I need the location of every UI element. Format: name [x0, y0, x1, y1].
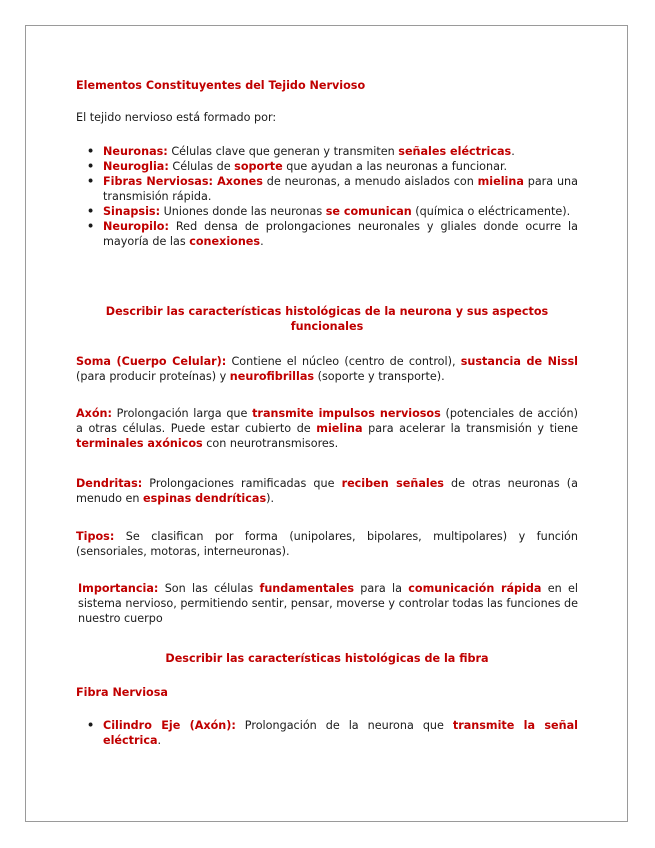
constituents-list [76, 144, 578, 249]
paragraph-soma: Soma (Cuerpo Celular): Contiene el núcleo (centro de control), sustancia de Nissl (para producir proteínas) y neurofibrillas (soporte y transporte). [76, 355, 578, 383]
list-item: • Neuronas: Células clave que generan y transmiten señales eléctricas. [76, 144, 578, 159]
paragraph-dendritas: Dendritas: Prolongaciones ramificadas que reciben señales de otras neuronas (a menudo en espinas dendríticas). [76, 477, 578, 505]
heading-fibra: Describir las características histológicas de la fibra [165, 652, 489, 665]
list-item: • Cilindro Eje (Axón): Prolongación de la neurona que transmite la señal eléctrica. [76, 718, 578, 748]
heading-neurona: Describir las características histológicas de la neurona y sus aspectos funcionales [105, 305, 549, 333]
heading-fibra-nerviosa: Fibra Nerviosa [76, 686, 168, 699]
list-item: • Neuropilo: Red densa de prolongaciones neuronales y gliales donde ocurre la mayoría de las conexiones. [76, 219, 578, 249]
list-item: • Sinapsis: Uniones donde las neuronas se comunican (química o eléctricamente). [76, 204, 578, 219]
heading-elementos: Elementos Constituyentes del Tejido Nervioso [76, 79, 366, 92]
paragraph-tipos: Tipos: Se clasifican por forma (unipolares, bipolares, multipolares) y función (sensoriales, motoras, interneuronas). [76, 530, 578, 558]
list-item: • Fibras Nerviosas: Axones de neuronas, a menudo aislados con mielina para una transmisión rápida. [76, 174, 578, 204]
fibra-list [76, 718, 578, 748]
document-page [25, 25, 628, 822]
paragraph-importancia: Importancia: Son las células fundamentales para la comunicación rápida en el sistema nervioso, permitiendo sentir, pensar, moverse y controlar todas las funciones de nuestro cuerpo [78, 582, 579, 625]
paragraph-axon: Axón: Prolongación larga que transmite impulsos nerviosos (potenciales de acción) a otras células. Puede estar cubierto de mielina para acelerar la transmisión y tiene terminales axónicos con neurotransmisores. [76, 407, 578, 450]
list-item: • Neuroglia: Células de soporte que ayudan a las neuronas a funcionar. [76, 159, 578, 174]
intro-paragraph: El tejido nervioso está formado por: [76, 111, 277, 124]
